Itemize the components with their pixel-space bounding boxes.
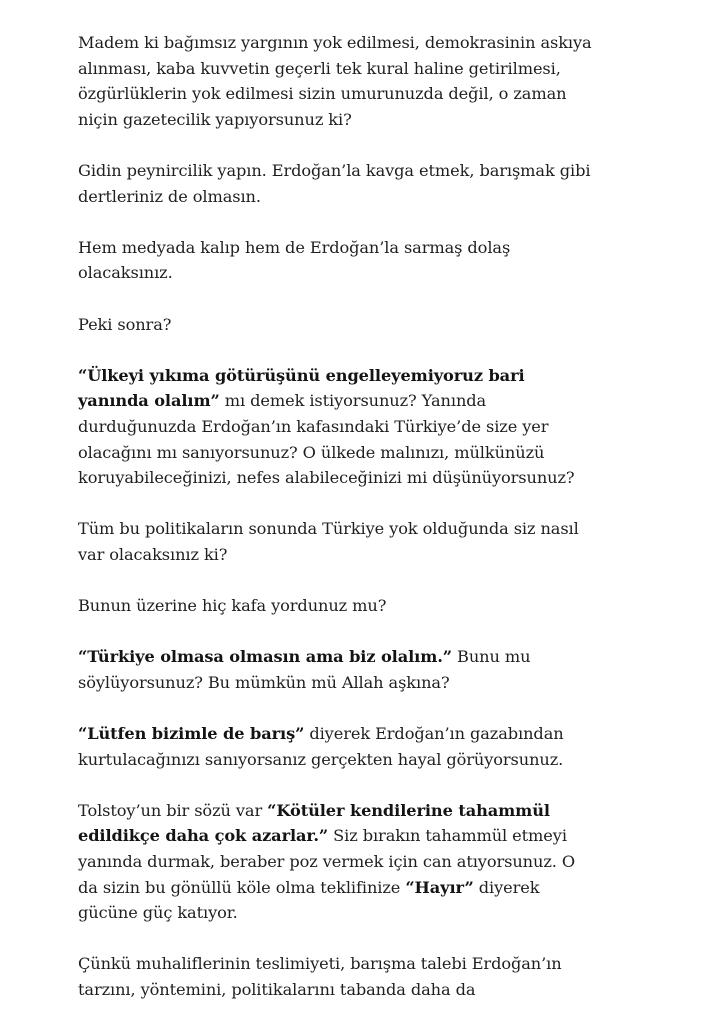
bold-quote: “Hayır” (405, 877, 474, 897)
paragraph-text: diyerek Erdoğan’ın gazabından kurtulacağınızı sanıyorsanız gerçekten hayal görüyorsunuz. (78, 724, 564, 769)
bold-quote: “Türkiye olmasa olmasın ama biz olalım.” (78, 647, 452, 667)
paragraph-text: Gidin peynircilik yapın. Erdoğan’la kavga etmek, barışmak gibi dertleriniz de olmasın. (78, 160, 591, 206)
paragraph-1 (78, 30, 598, 132)
paragraph-4 (78, 312, 598, 338)
paragraph-2 (78, 158, 598, 209)
paragraph-3 (78, 235, 598, 286)
bold-quote: “Ülkeyi yıkıma götürüşünü engelleyemiyoruz bari yanında olalım” (78, 365, 525, 411)
paragraph-text: Tüm bu politikaların sonunda Türkiye yok olduğunda siz nasıl var olacaksınız ki? (78, 519, 579, 564)
paragraph-7 (78, 593, 598, 619)
paragraph-6 (78, 516, 598, 567)
paragraph-text: Peki sonra? (78, 314, 172, 334)
paragraph-10 (78, 798, 598, 926)
paragraph-11 (78, 951, 598, 1002)
paragraph-text: Bunun üzerine hiç kafa yordunuz mu? (78, 596, 387, 616)
article-body (78, 30, 598, 1028)
bold-quote: “Lütfen bizimle de barış” (78, 724, 305, 744)
paragraph-text: Madem ki bağımsız yargının yok edilmesi, demokrasinin askıya alınması, kaba kuvvetin geçerli tek kural haline getirilmesi, özgürlüklerin yok edilmesi sizin umurunuzda değil, o zaman niçin gazetecilik yapıyorsunuz ki? (78, 33, 592, 129)
paragraph-text: Bunu mu söylüyorsunuz? Bu mümkün mü Allah aşkına? (78, 647, 531, 692)
paragraph-text: Siz bırakın tahammül etmeyi yanında durmak, beraber poz vermek için can atıyorsunuz. O da sizin bu gönüllü köle olma teklifinize (78, 826, 576, 897)
paragraph-text: Tolstoy’un bir sözü var (78, 800, 268, 820)
paragraph-5 (78, 363, 598, 491)
paragraph-text: mı demek istiyorsunuz? Yanında durduğunuzda Erdoğan’ın kafasındaki Türkiye’de size yer olacağını mı sanıyorsunuz? O ülkede malınızı, mülkünüzü koruyabileceğinizi, nefes alabileceğinizi mi düşünüyorsunuz? (78, 391, 575, 488)
paragraph-text: diyerek gücüne güç katıyor. (78, 877, 540, 923)
paragraph-8 (78, 644, 598, 695)
bold-quote: “Kötüler kendilerine tahammül edildikçe daha çok azarlar.” (78, 800, 550, 846)
paragraph-text: Hem medyada kalıp hem de Erdoğan’la sarmaş dolaş olacaksınız. (78, 237, 511, 283)
paragraph-text: Çünkü muhaliflerinin teslimiyeti, barışma talebi Erdoğan’ın tarzını, yöntemini, politikalarını tabanda daha da (78, 954, 562, 999)
paragraph-9 (78, 721, 598, 772)
